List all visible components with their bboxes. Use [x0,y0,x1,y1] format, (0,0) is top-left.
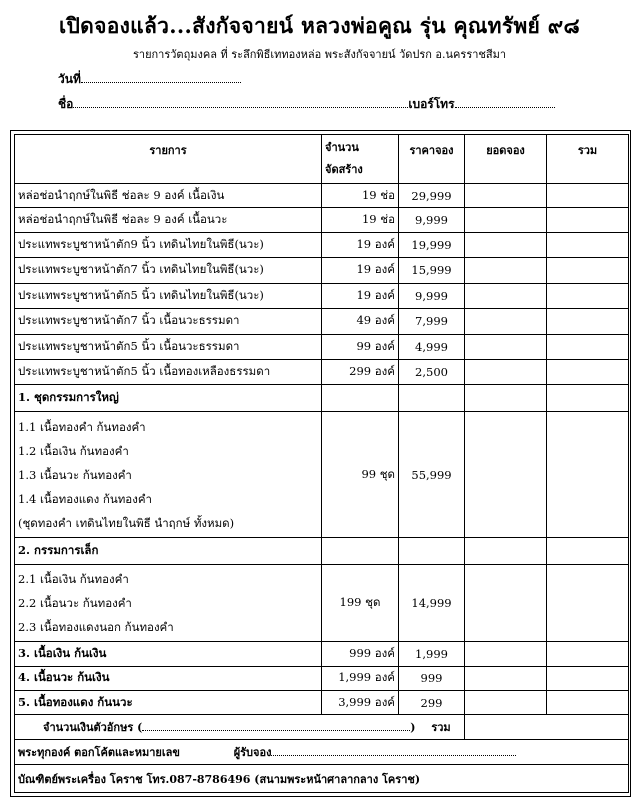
row-booked-cell[interactable] [465,232,547,257]
row-price: 999 [399,666,465,690]
set2-line: 2.1 เนื้อเงิน ก้นทองคำ [18,571,129,586]
row-item: ประแทพระบูชาหน้าตัก9 นิ้ว เทดินไทยในพิธี(นวะ) [15,232,322,257]
section-row [15,385,629,411]
set2-booked-cell[interactable] [465,564,547,641]
table-row [15,183,629,207]
row-booked-cell[interactable] [465,309,547,334]
set1-line: 1.4 เนื้อทองแดง ก้นทองคำ [18,491,152,506]
row-item: หล่อช่อนำฤกษ์ในพิธี ช่อละ 9 องค์ เนื้อนวะ [15,208,322,232]
row-item: ประแทพระบูชาหน้าตัก7 นิ้ว เนื้อนวะธรรมดา [15,309,322,334]
row-booked-cell[interactable] [465,208,547,232]
name-label: ชื่อ [58,97,74,111]
page-subtitle: รายการวัตถุมงคล ที่ ระลึกพิธีเททองหล่อ พระสังกัจจายน์ วัดปรก อ.นครราชสีมา [132,48,507,61]
phone-field[interactable] [455,96,555,108]
receiver-label: ผู้รับจอง [233,746,272,760]
row-price: 15,999 [399,258,465,283]
set2-qty: 199 ชุด [322,564,399,641]
row-item: ประแทพระบูชาหน้าตัก7 นิ้ว เทดินไทยในพิธี(นวะ) [15,258,322,283]
set1-heading: 1. ชุดกรรมการใหญ่ [15,385,322,411]
row-item: หล่อช่อนำฤกษ์ในพิธี ช่อละ 9 องค์ เนื้อเงิน [15,183,322,207]
row-price: 4,999 [399,334,465,359]
set1-line: 1.2 เนื้อเงิน ก้นทองคำ [18,443,129,458]
table-row [15,334,629,359]
row-total-cell[interactable] [547,334,629,359]
row-item: ประแทพระบูชาหน้าตัก5 นิ้ว เทดินไทยในพิธี(นวะ) [15,283,322,308]
row-qty: 19 ช่อ [322,183,399,207]
remark-cell [15,739,629,764]
page-title: เปิดจองแล้ว...สังกัจจายน์ หลวงพ่อคูณ รุ่น คุณทรัพย์ ๙๘ [59,13,580,38]
row-total-cell[interactable] [547,309,629,334]
header-booked: ยอดจอง [465,135,547,184]
row-qty: 19 องค์ [322,232,399,257]
set2-total-cell[interactable] [547,564,629,641]
row-price: 299 [399,691,465,715]
row-item: ประแทพระบูชาหน้าตัก5 นิ้ว เนื้อทองเหลืองธรรมดา [15,360,322,385]
row-qty: 99 องค์ [322,334,399,359]
row-qty: 19 ช่อ [322,208,399,232]
row-booked-cell[interactable] [465,258,547,283]
set1-lines [15,411,322,537]
row-total-cell[interactable] [547,232,629,257]
date-label: วันที่ [58,72,81,86]
set2-price: 14,999 [399,564,465,641]
grand-total-cell[interactable] [465,715,629,739]
amount-words-close: ) [410,721,416,735]
row-price: 7,999 [399,309,465,334]
header-total: รวม [547,135,629,184]
row-booked-cell[interactable] [465,283,547,308]
name-line [58,95,555,114]
contact-row [15,765,629,793]
set2-heading: 2. กรรมการเล็ก [15,538,322,564]
set2-lines [15,564,322,641]
order-table [14,134,629,793]
row-booked-cell[interactable] [465,334,547,359]
row-booked-cell[interactable] [465,691,547,715]
row-price: 1,999 [399,642,465,666]
row-qty: 1,999 องค์ [322,666,399,690]
table-row [15,309,629,334]
table-row [15,666,629,690]
row-item: 3. เนื้อเงิน ก้นเงิน [15,642,322,666]
set2-row [15,564,629,641]
row-booked-cell[interactable] [465,183,547,207]
table-row [15,283,629,308]
row-total-cell[interactable] [547,666,629,690]
row-total-cell[interactable] [547,183,629,207]
set2-line: 2.3 เนื้อทองแดงนอก ก้นทองคำ [18,619,174,634]
row-item: 5. เนื้อทองแดง ก้นนวะ [15,691,322,715]
row-booked-cell[interactable] [465,666,547,690]
row-qty: 19 องค์ [322,283,399,308]
set1-row [15,411,629,537]
row-total-cell[interactable] [547,691,629,715]
remark-label: พระทุกองค์ ตอกโค้ตและหมายเลข [18,746,180,760]
name-field[interactable] [73,96,408,108]
set2-line: 2.2 เนื้อนวะ ก้นทองคำ [18,595,132,610]
set1-total-cell[interactable] [547,411,629,537]
table-row [15,691,629,715]
date-line [58,70,241,89]
remark-row [15,739,629,764]
sum-label: รวม [431,721,451,735]
footer-contact: บัณฑิตย์พระเครื่อง โคราช โทร.087-8786496 (สนามพระหน้าศาลากลาง โคราช) [15,765,629,793]
amount-words-cell [15,715,465,739]
set1-price: 55,999 [399,411,465,537]
row-item: ประแทพระบูชาหน้าตัก5 นิ้ว เนื้อนวะธรรมดา [15,334,322,359]
row-total-cell[interactable] [547,283,629,308]
amount-words-row [15,715,629,739]
set1-line: 1.3 เนื้อนวะ ก้นทองคำ [18,467,132,482]
row-qty: 999 องค์ [322,642,399,666]
date-field[interactable] [81,71,241,83]
row-price: 19,999 [399,232,465,257]
row-price: 29,999 [399,183,465,207]
row-booked-cell[interactable] [465,642,547,666]
row-item: 4. เนื้อนวะ ก้นเงิน [15,666,322,690]
table-row [15,208,629,232]
row-qty: 3,999 องค์ [322,691,399,715]
table-header-row [15,135,629,184]
set1-line: (ชุดทองคำ เทดินไทยในพิธี นำฤกษ์ ทั้งหมด) [18,515,235,530]
row-total-cell[interactable] [547,642,629,666]
row-price: 2,500 [399,360,465,385]
table-row [15,232,629,257]
table-row [15,258,629,283]
header-qty: จำนวน จัดสร้าง [322,135,399,184]
row-qty: 19 องค์ [322,258,399,283]
header-price: ราคาจอง [399,135,465,184]
row-booked-cell[interactable] [465,360,547,385]
row-total-cell[interactable] [547,360,629,385]
set1-booked-cell[interactable] [465,411,547,537]
set1-qty: 99 ชุด [322,411,399,537]
section-row [15,538,629,564]
amount-words-field[interactable] [142,719,410,731]
row-total-cell[interactable] [547,258,629,283]
header-item: รายการ [15,135,322,184]
table-row [15,360,629,385]
row-total-cell[interactable] [547,208,629,232]
row-price: 9,999 [399,208,465,232]
phone-label: เบอร์โทร [408,97,455,111]
amount-words-label: จำนวนเงินตัวอักษร ( [43,721,143,735]
row-qty: 299 องค์ [322,360,399,385]
row-qty: 49 องค์ [322,309,399,334]
row-price: 9,999 [399,283,465,308]
table-row [15,642,629,666]
set1-line: 1.1 เนื้อทองคำ ก้นทองคำ [18,419,146,434]
receiver-field[interactable] [271,744,516,756]
